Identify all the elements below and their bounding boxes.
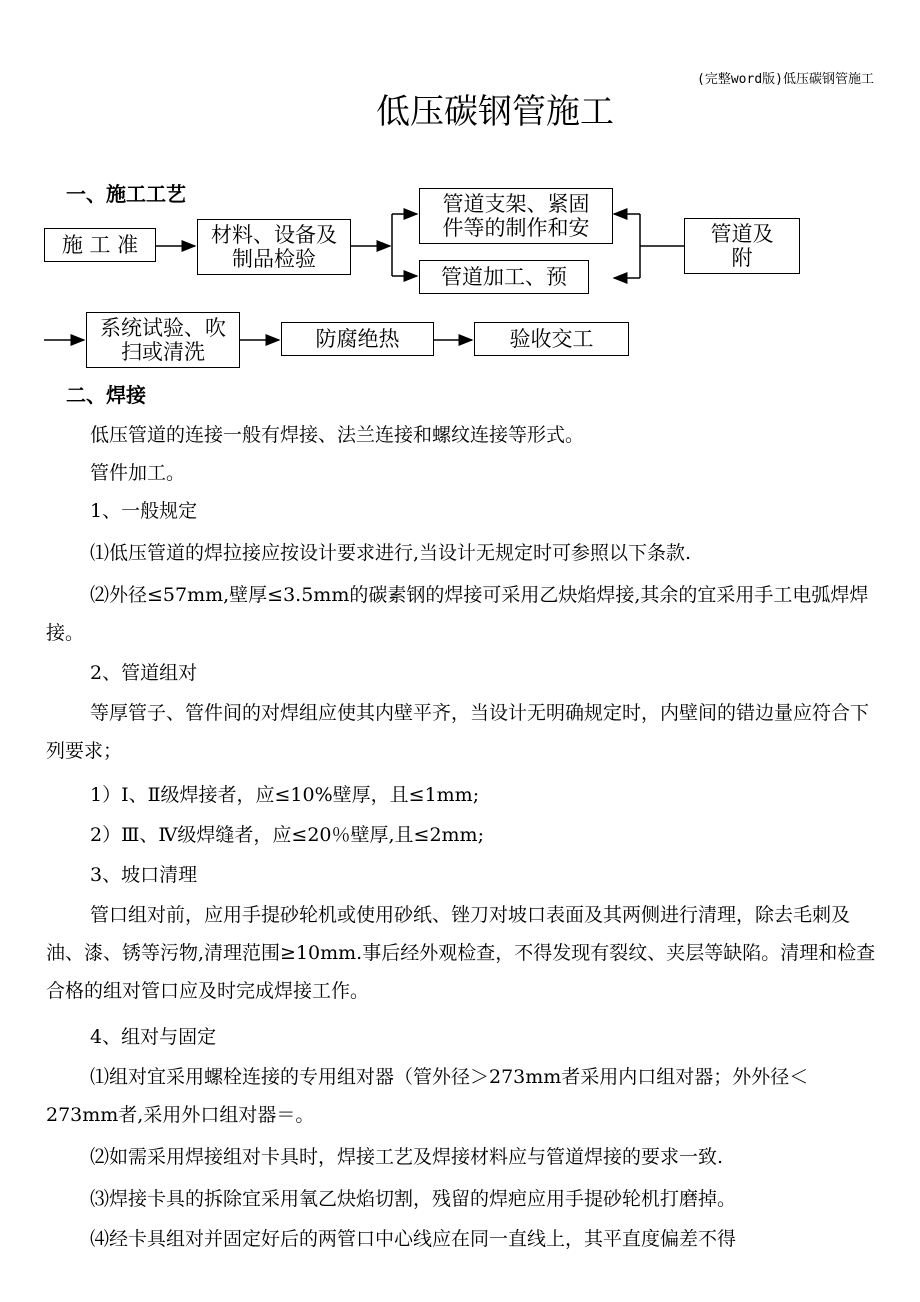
paragraph: 1）Ⅰ、Ⅱ级焊接者，应≤10%壁厚，且≤1mm; bbox=[90, 784, 480, 806]
paragraph: ⑴低压管道的焊拉接应按设计要求进行,当设计无规定时可参照以下条款. bbox=[90, 542, 692, 564]
paragraph: 管件加工。 bbox=[90, 462, 186, 484]
flow-box-pipe-processing bbox=[419, 260, 589, 294]
paragraph: ⑵如需采用焊接组对卡具时，焊接工艺及焊接材料应与管道焊接的要求一致. bbox=[90, 1146, 724, 1168]
flow-box-material-line2: 制品检验 bbox=[232, 247, 316, 271]
paragraph: 1、一般规定 bbox=[90, 500, 198, 522]
flow-box-preparation-label: 施 工 准 bbox=[61, 233, 139, 257]
flow-box-installation-line1: 管道及 bbox=[710, 222, 774, 246]
flow-box-anticorrosion bbox=[281, 322, 434, 356]
flow-box-support-line2: 件等的制作和安 bbox=[442, 216, 590, 240]
paragraph: ⑴组对宜采用螺栓连接的专用组对器（管外径＞273mm者采用内口组对器；外外径＜273mm者,采用外口组对器＝。 bbox=[46, 1066, 809, 1126]
paragraph: 2）Ⅲ、Ⅳ级焊缝者，应≤20％壁厚,且≤2mm; bbox=[90, 824, 484, 846]
flow-box-support-fabrication bbox=[419, 188, 613, 244]
flow-box-anticorrosion-label: 防腐绝热 bbox=[315, 327, 400, 351]
paragraph: 2、管道组对 bbox=[90, 662, 198, 684]
flow-box-material-line1: 材料、设备及 bbox=[211, 223, 337, 247]
flow-box-acceptance bbox=[474, 322, 629, 356]
paragraph: 低压管道的连接一般有焊接、法兰连接和螺纹连接等形式。 bbox=[90, 424, 585, 446]
flow-box-installation-line2: 附 bbox=[731, 246, 753, 270]
paragraph: 管口组对前，应用手提砂轮机或使用砂纸、锉刀对坡口表面及其两侧进行清理，除去毛刺及油、漆、锈等污物,清理范围≥10mm.事后经外观检查，不得发现有裂纹、夹层等缺陷。清理和检查合格的组对管口应及时完成焊接工作。 bbox=[46, 904, 876, 1002]
paragraph: ⑶焊接卡具的拆除宜采用氧乙炔焰切割，残留的焊疤应用手提砂轮机打磨掉。 bbox=[90, 1188, 737, 1210]
flow-box-test-line2: 扫或清洗 bbox=[121, 340, 205, 364]
flow-box-pipe-processing-label: 管道加工、预 bbox=[441, 265, 567, 289]
flow-box-support-line1: 管道支架、紧固 bbox=[442, 192, 590, 216]
flow-box-acceptance-label: 验收交工 bbox=[509, 327, 594, 351]
paragraph: 4、组对与固定 bbox=[90, 1026, 217, 1048]
section-heading-process: 一、施工工艺 bbox=[66, 182, 186, 206]
flow-box-system-test bbox=[86, 312, 240, 368]
paragraph: ⑵外径≤57mm,壁厚≤3.5mm的碳素钢的焊接可采用乙炔焰焊接,其余的宜采用手工电弧焊焊接。 bbox=[46, 584, 869, 644]
flow-box-material-inspection bbox=[197, 219, 351, 275]
paragraph: 3、坡口清理 bbox=[90, 864, 198, 886]
paragraph: ⑷经卡具组对并固定好后的两管口中心线应在同一直线上，其平直度偏差不得 bbox=[90, 1228, 737, 1250]
page-title: 低压碳钢管施工 bbox=[376, 92, 614, 132]
section-heading-welding: 二、焊接 bbox=[66, 383, 146, 407]
flow-box-pipe-installation bbox=[684, 218, 800, 274]
paragraph: 等厚管子、管件间的对焊组应使其内壁平齐，当设计无明确规定时，内壁间的错边量应符合下列要求； bbox=[46, 702, 870, 762]
header-note: (完整word版)低压碳钢管施工 bbox=[697, 72, 874, 87]
flow-box-test-line1: 系统试验、吹 bbox=[100, 316, 226, 340]
flow-box-preparation bbox=[44, 228, 156, 262]
